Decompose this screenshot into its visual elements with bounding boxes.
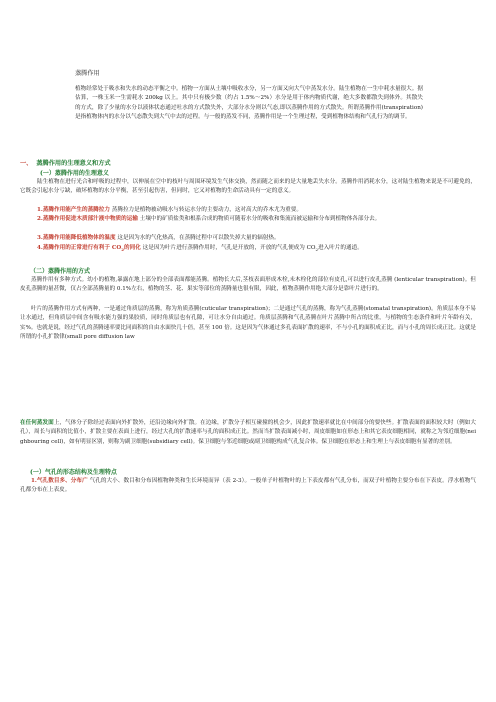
- subsection-2-body-1: 蒸腾作用有多种方式。幼小的植物,暴露在地上部分的全部表面都能蒸腾。植物长大后,茎枝表面形成木栓,未木栓化的部位有皮孔,可以进行皮孔蒸腾 (lenticular transpiration)。但皮孔蒸腾的量甚微，仅占全部蒸腾量的 0.1%左右，植物的茎、花、果实等部位的蒸腾量也很有限，因此，植物蒸腾作用绝大部分是靠叶片进行的。: [20, 277, 476, 293]
- subsection-2-body-2: 叶片的蒸腾作用方式有两种，一是通过角质层的蒸腾，称为角质蒸腾(cuticular transpiration)；二是通过气孔的蒸腾，称为气孔蒸腾(stomatal transpiration)。角质层本身不易让水通过，但角质层中间含有吸水能力强的果胶质，同时角质层也有孔隙，可让水分自由通过。角质层蒸腾和气孔蒸腾在叶片蒸腾中所占的比重，与植物的生态条件和叶片年龄有关，实%。也就是说，经过气孔的蒸腾速率要比同面积的自由水面快几十倍，甚至 100 倍。这是因为气体通过多孔表面扩散的速率，不与小孔的面积成正比，而与小孔的周长成正比。这就是所谓的小孔扩散律(small pore diffusion law: [20, 306, 476, 341]
- doc-title: 蒸腾作用: [75, 70, 100, 77]
- subsection-3-heading: (一）气孔的形态结构及生理特点: [30, 469, 117, 476]
- subsection-2-heading: （二）蒸腾作用的方式: [30, 268, 91, 275]
- point-4: [20, 244, 476, 255]
- point-3-label: 3.蒸腾作用能降低植物体的温度: [37, 235, 116, 241]
- point-3: [20, 234, 476, 243]
- lower-paragraph: [20, 419, 476, 447]
- point-2-label: 2.蒸腾作用促进木质部汁液中物质的运输: [37, 216, 138, 222]
- subsection-1-heading: (一）蒸腾作用的生理意义: [40, 170, 109, 177]
- point-4-text-a: 这是因为叶片进行蒸腾作用时，气孔是开放的，开放的气孔便成为 CO: [142, 245, 316, 251]
- lower-body: 上，气体分子除经过表面向外扩散外，还沿边缘向外扩散。在边缘，扩散分子相互碰撞的机会少，因此扩散速率就比在中间部分的要快些。扩散表面的面积较大时（例如大孔），周长与面积的比值小，扩散主要在表面上进行，经过大孔的扩散速率与孔的面积成正比。然而当扩散表面减小时，周皮细胞如在形态上和其它表皮细胞相同，就称之为邻近细胞(neighbouring cell)，如有明显区别，则称为副卫细胞(subsidiary cell)。保卫细胞与邻近细胞或副卫细胞构成气孔复合体。保卫细胞在形态上和生理上与表皮细胞有显著的差别。: [20, 420, 476, 445]
- stomata-point-1-label: 1.气孔数目多、分布广: [31, 478, 88, 484]
- point-1: [20, 206, 476, 215]
- section-1-number: 一、: [20, 160, 33, 167]
- point-4-label: [37, 245, 141, 251]
- section-1-title: 蒸腾作用的生理意义和方式: [36, 160, 111, 167]
- point-4-label-tail: 的同化: [124, 245, 141, 251]
- point-2-text: 土壤中的矿质盐类和根系合成的物质可随着水分的吸收和集流而被运输和分布到植物体各部分去。: [139, 216, 381, 222]
- subsection-1-body: 陆生植物在进行光合和呼吸的过程中，以伸展在空中的枝叶与周围环境发生气体交换，然而随之而来的是大量地丢失水分。蒸腾作用消耗水分，这对陆生植物来说是不可避免的，它既会引起水分亏缺，破坏植物的水分平衡，甚至引起伤害，但同时，它又对植物的生命活动具有一定的意义。: [20, 179, 476, 195]
- point-4-label-sub: 2: [121, 247, 125, 253]
- point-3-text: 这是因为水的气化热高，在蒸腾过程中可以散失掉大量的辐射热。: [117, 235, 280, 241]
- point-1-text: 蒸腾拉力是植物被动吸水与转运水分的主要动力，这对高大的乔木尤为重要。: [111, 207, 302, 213]
- stomata-point-1: [20, 477, 476, 496]
- point-4-label-main: 4.蒸腾作用的正常进行有利于 CO: [37, 245, 122, 251]
- point-1-label: 1.蒸腾作用能产生的蒸腾拉力: [37, 207, 110, 213]
- section-1-heading: [20, 158, 111, 167]
- point-4-text-b: 进入叶片的通道。: [318, 245, 363, 251]
- intro-paragraph: 植物经常处于吸水和失水的动态平衡之中。植物一方面从土壤中吸收水分，另一方面又向大气中蒸发水分。陆生植物在一生中耗水量很大。据估算，一株玉米一生需耗水 200kg 以上。其中只有极少数（约占 1.5%～2%）水分是用于体内物质代谢，绝大多数都散失到体外。其散失的方式，除了少量的水分以液体状态通过吐水的方式散失外，大部分水分则以气态,即以蒸腾作用的方式散失。所谓蒸腾作用(transpiration) 是指植物体内的水分以气态散失到大气中去的过程。与一般的蒸发不同，蒸腾作用是一个生理过程，受到植物体结构和气孔行为的调节。: [75, 86, 423, 121]
- point-4-text-sub: 2: [315, 247, 319, 253]
- lower-lead: 在任何蒸发面: [20, 420, 54, 426]
- point-2: [20, 215, 476, 224]
- stomata-point-1-text: 气孔的大小、数目和分布因植物种类和生长环境而异（表 2-3）。一般单子叶植物叶的上下表皮都有气孔分布，而双子叶植物主要分布在下表皮。浮水植物气孔都分布在上表皮。: [20, 478, 477, 494]
